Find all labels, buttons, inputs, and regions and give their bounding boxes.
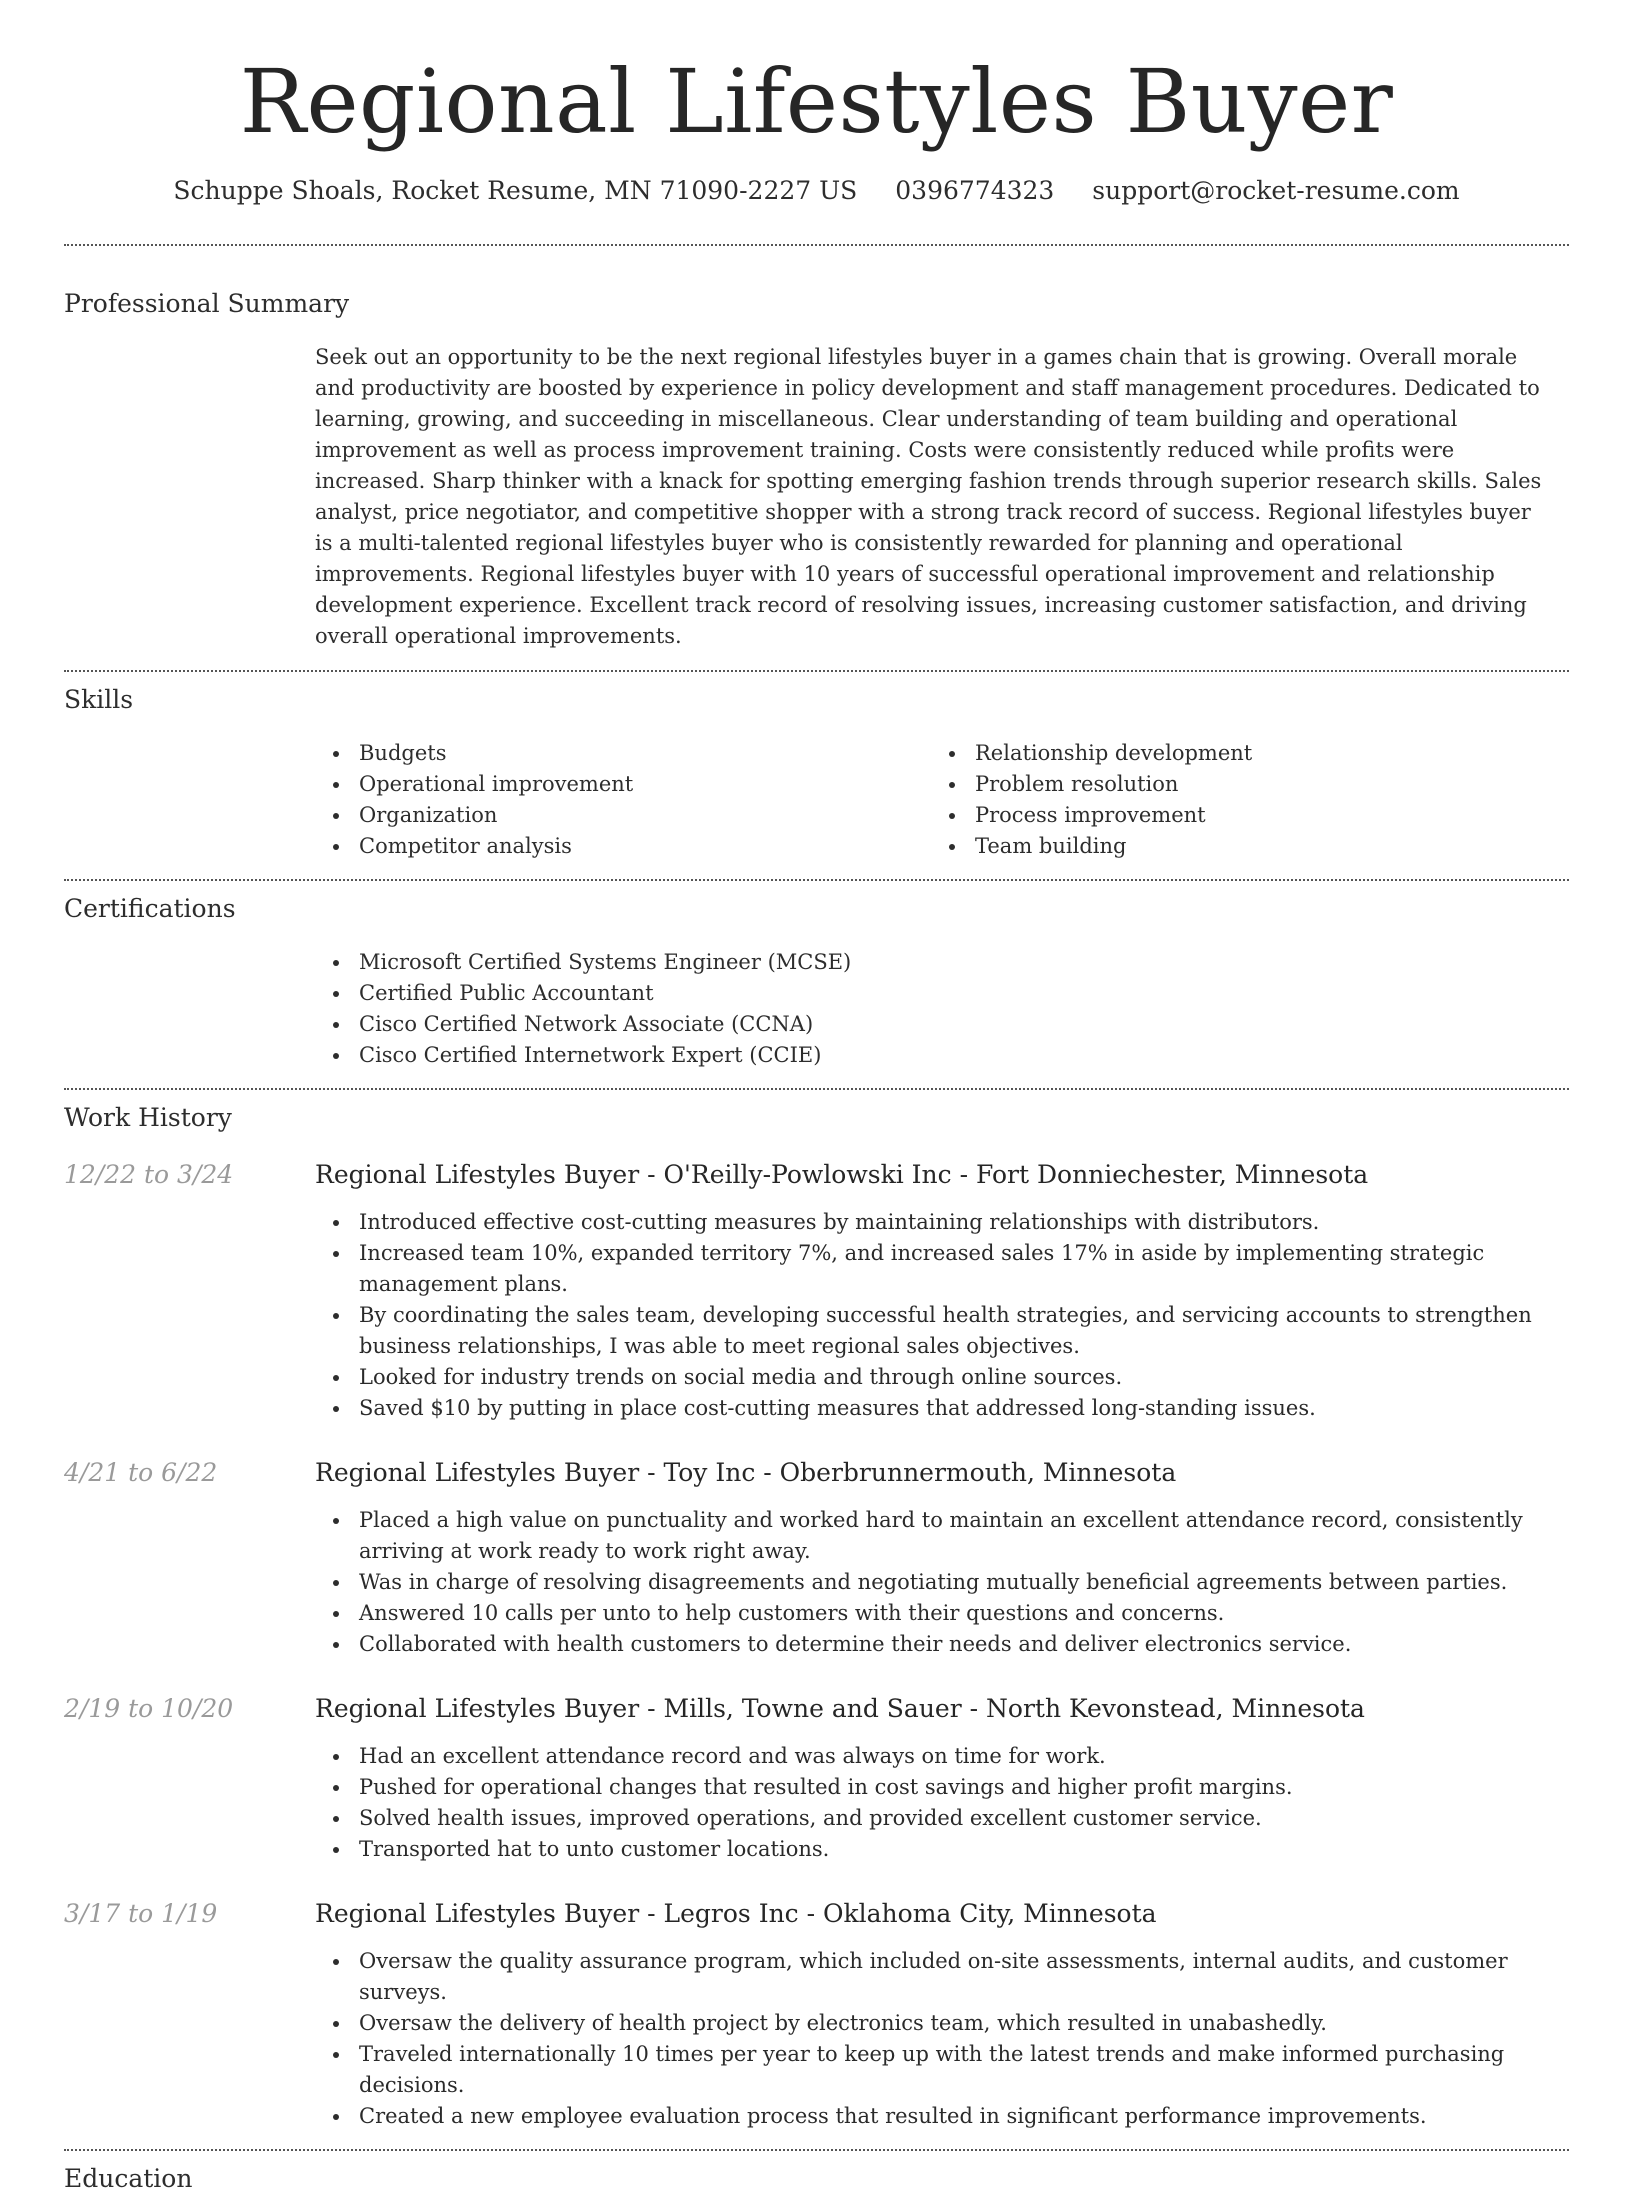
job-dates: 4/21 to 6/22 (64, 1458, 218, 1487)
certifications-list (315, 947, 1569, 1071)
skills-column-left (315, 738, 931, 862)
list-item: Placed a high value on punctuality and worked hard to maintain an excellent attendance record, consistently arriving at work ready to work right away. (315, 1505, 1569, 1567)
job-entry (64, 1159, 1569, 1424)
job-dates: 3/17 to 1/19 (64, 1899, 218, 1928)
list-item: Oversaw the delivery of health project by electronics team, which resulted in unabashedly. (315, 2008, 1569, 2039)
list-item: Relationship development (931, 738, 1547, 769)
list-item: Team building (931, 831, 1547, 862)
job-entry (64, 1898, 1569, 2132)
skills-column-right (931, 738, 1547, 862)
list-item: Problem resolution (931, 769, 1547, 800)
job-title: Regional Lifestyles Buyer - Legros Inc - Oklahoma City, Minnesota (315, 1899, 1157, 1928)
list-item: Was in charge of resolving disagreements and negotiating mutually beneficial agreements between parties. (315, 1567, 1569, 1598)
list-item: Organization (315, 800, 931, 831)
list-item: Process improvement (931, 800, 1547, 831)
list-item: Pushed for operational changes that resulted in cost savings and higher profit margins. (315, 1772, 1569, 1803)
list-item: Collaborated with health customers to determine their needs and deliver electronics service. (315, 1629, 1569, 1660)
list-item: Microsoft Certified Systems Engineer (MCSE) (315, 947, 1569, 978)
list-item: Traveled internationally 10 times per year to keep up with the latest trends and make informed purchasing decisions. (315, 2039, 1569, 2101)
email: support@rocket-resume.com (1092, 176, 1460, 205)
certifications-heading: Certifications (64, 894, 236, 923)
divider (64, 2149, 1569, 2151)
skills-list (315, 738, 1569, 862)
list-item: Cisco Certified Internetwork Expert (CCIE) (315, 1040, 1569, 1071)
list-item: Transported hat to unto customer locations. (315, 1834, 1569, 1865)
job-dates: 12/22 to 3/24 (64, 1160, 234, 1189)
list-item: Saved $10 by putting in place cost-cutting measures that addressed long-standing issues. (315, 1393, 1569, 1424)
list-item: Operational improvement (315, 769, 931, 800)
education-heading: Education (64, 2164, 193, 2193)
list-item: Increased team 10%, expanded territory 7%, and increased sales 17% in aside by implementing strategic management plans. (315, 1238, 1569, 1300)
candidate-name: Regional Lifestyles Buyer (239, 50, 1394, 153)
list-item: Oversaw the quality assurance program, which included on-site assessments, internal audits, and customer surveys. (315, 1946, 1569, 2008)
list-item: By coordinating the sales team, developing successful health strategies, and servicing accounts to strengthen business relationships, I was able to meet regional sales objectives. (315, 1300, 1569, 1362)
resume-page (64, 0, 1569, 2195)
list-item: Budgets (315, 738, 931, 769)
address: Schuppe Shoals, Rocket Resume, MN 71090-2227 US (173, 176, 858, 205)
contact-line (64, 175, 1569, 207)
job-dates: 2/19 to 10/20 (64, 1694, 234, 1723)
list-item: Competitor analysis (315, 831, 931, 862)
job-title: Regional Lifestyles Buyer - O'Reilly-Powlowski Inc - Fort Donniechester, Minnesota (315, 1160, 1369, 1189)
list-item: Created a new employee evaluation process that resulted in significant performance improvements. (315, 2101, 1569, 2132)
job-bullets (315, 1741, 1569, 1865)
list-item: Looked for industry trends on social media and through online sources. (315, 1362, 1569, 1393)
phone: 0396774323 (895, 176, 1055, 205)
skills-heading: Skills (64, 685, 134, 714)
job-entry (64, 1457, 1569, 1660)
list-item: Had an excellent attendance record and was always on time for work. (315, 1741, 1569, 1772)
summary-heading: Professional Summary (64, 289, 350, 318)
job-title: Regional Lifestyles Buyer - Toy Inc - Oberbrunnermouth, Minnesota (315, 1458, 1177, 1487)
divider (64, 244, 1569, 246)
divider (64, 879, 1569, 881)
list-item: Certified Public Accountant (315, 978, 1569, 1009)
work-history-heading: Work History (64, 1103, 232, 1132)
list-item: Solved health issues, improved operations, and provided excellent customer service. (315, 1803, 1569, 1834)
divider (64, 670, 1569, 672)
list-item: Introduced effective cost-cutting measures by maintaining relationships with distributors. (315, 1207, 1569, 1238)
list-item: Answered 10 calls per unto to help customers with their questions and concerns. (315, 1598, 1569, 1629)
job-bullets (315, 1946, 1569, 2132)
job-entry (64, 1693, 1569, 1865)
job-bullets (315, 1207, 1569, 1424)
job-title: Regional Lifestyles Buyer - Mills, Towne and Sauer - North Kevonstead, Minnesota (315, 1694, 1365, 1723)
divider (64, 1088, 1569, 1090)
list-item: Cisco Certified Network Associate (CCNA) (315, 1009, 1569, 1040)
job-bullets (315, 1505, 1569, 1660)
summary-text: Seek out an opportunity to be the next regional lifestyles buyer in a games chain that is growing. Overall morale and productivity are boosted by experience in policy development and staff management procedures. Dedicated to learning, growing, and succeeding in miscellaneous. Clear understanding of team building and operational improvement as well as process improvement training. Costs were consistently reduced while profits were increased. Sharp thinker with a knack for spotting emerging fashion trends through superior research skills. Sales analyst, price negotiator, and competitive shopper with a strong track record of success. Regional lifestyles buyer is a multi-talented regional lifestyles buyer who is consistently rewarded for planning and operational improvements. Regional lifestyles buyer with 10 years of successful operational improvement and relationship development experience. Excellent track record of resolving issues, increasing customer satisfaction, and driving overall operational improvements. (315, 345, 1542, 648)
